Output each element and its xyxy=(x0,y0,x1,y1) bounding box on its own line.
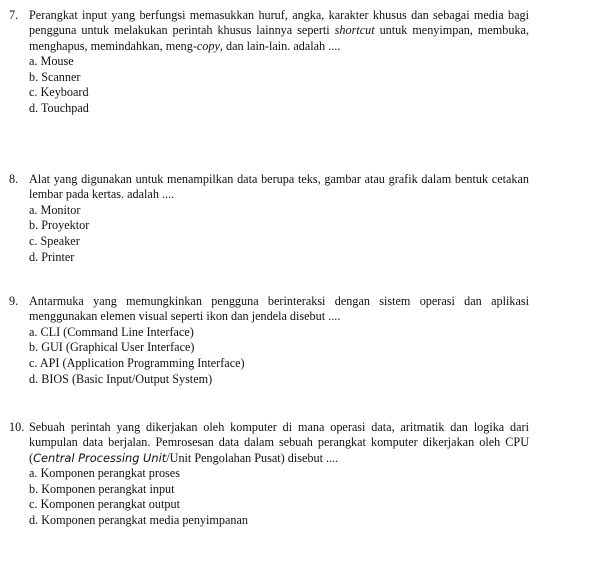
option-b: b. Proyektor xyxy=(29,218,90,233)
option-b: b. Scanner xyxy=(29,69,81,84)
option-c: c. Keyboard xyxy=(29,85,89,100)
option-a: a. CLI (Command Line Interface) xyxy=(29,324,194,339)
option-d: d. Komponen perangkat media penyimpanan xyxy=(29,513,248,527)
answer-options xyxy=(29,203,529,265)
answer-options xyxy=(29,54,529,116)
question-text: Sebuah perintah yang dikerjakan oleh komputer di mana operasi data, aritmatik dan logika dari kumpulan data berjalan. Pemrosesan data dalam sebuah perangkat komputer dikerjakan oleh CPU (Central Processing Unit/Unit Pengolahan Pusat) disebut .... xyxy=(29,420,529,465)
italic-term: shortcut xyxy=(334,23,375,38)
option-a: a. Monitor xyxy=(29,202,81,217)
option-b: b. GUI (Graphical User Interface) xyxy=(29,340,195,355)
option-b: b. Komponen perangkat input xyxy=(29,481,175,496)
option-c: c. Komponen perangkat output xyxy=(29,497,180,512)
option-c: c. API (Application Programming Interface) xyxy=(29,356,245,370)
option-d: d. Printer xyxy=(29,249,75,264)
question-10 xyxy=(9,420,529,529)
option-d: d. Touchpad xyxy=(29,101,89,115)
question-text: Antarmuka yang memungkinkan pengguna berinteraksi dengan sistem operasi dan aplikasi menggunakan elemen visual seperti ikon dan jendela disebut .... xyxy=(29,294,529,324)
option-c: c. Speaker xyxy=(29,234,80,248)
question-7 xyxy=(9,8,529,117)
option-a: a. Mouse xyxy=(29,54,74,69)
question-number: 8. xyxy=(9,172,19,186)
answer-options xyxy=(29,466,529,528)
question-number: 7. xyxy=(9,8,19,22)
answer-options xyxy=(29,325,529,387)
question-text: Alat yang digunakan untuk menampilkan data berupa teks, gambar atau grafik dalam bentuk cetakan lembar pada kertas. adalah .... xyxy=(29,172,529,202)
italic-term: copy xyxy=(196,38,220,53)
question-9 xyxy=(9,294,529,387)
question-number: 10. xyxy=(9,420,25,434)
question-number: 9. xyxy=(9,294,19,308)
question-text: Perangkat input yang berfungsi memasukkan huruf, angka, karakter khusus dan sebagai media bagi pengguna untuk melakukan perintah khusus lainnya seperti shortcut untuk menyimpan, membuka, menghapus, memindahkan, meng-copy, dan lain-lain. adalah .... xyxy=(29,8,529,53)
option-d: d. BIOS (Basic Input/Output System) xyxy=(29,371,213,386)
question-8 xyxy=(9,172,529,265)
option-a: a. Komponen perangkat proses xyxy=(29,466,180,481)
italic-term: Central Processing Unit xyxy=(33,450,167,465)
